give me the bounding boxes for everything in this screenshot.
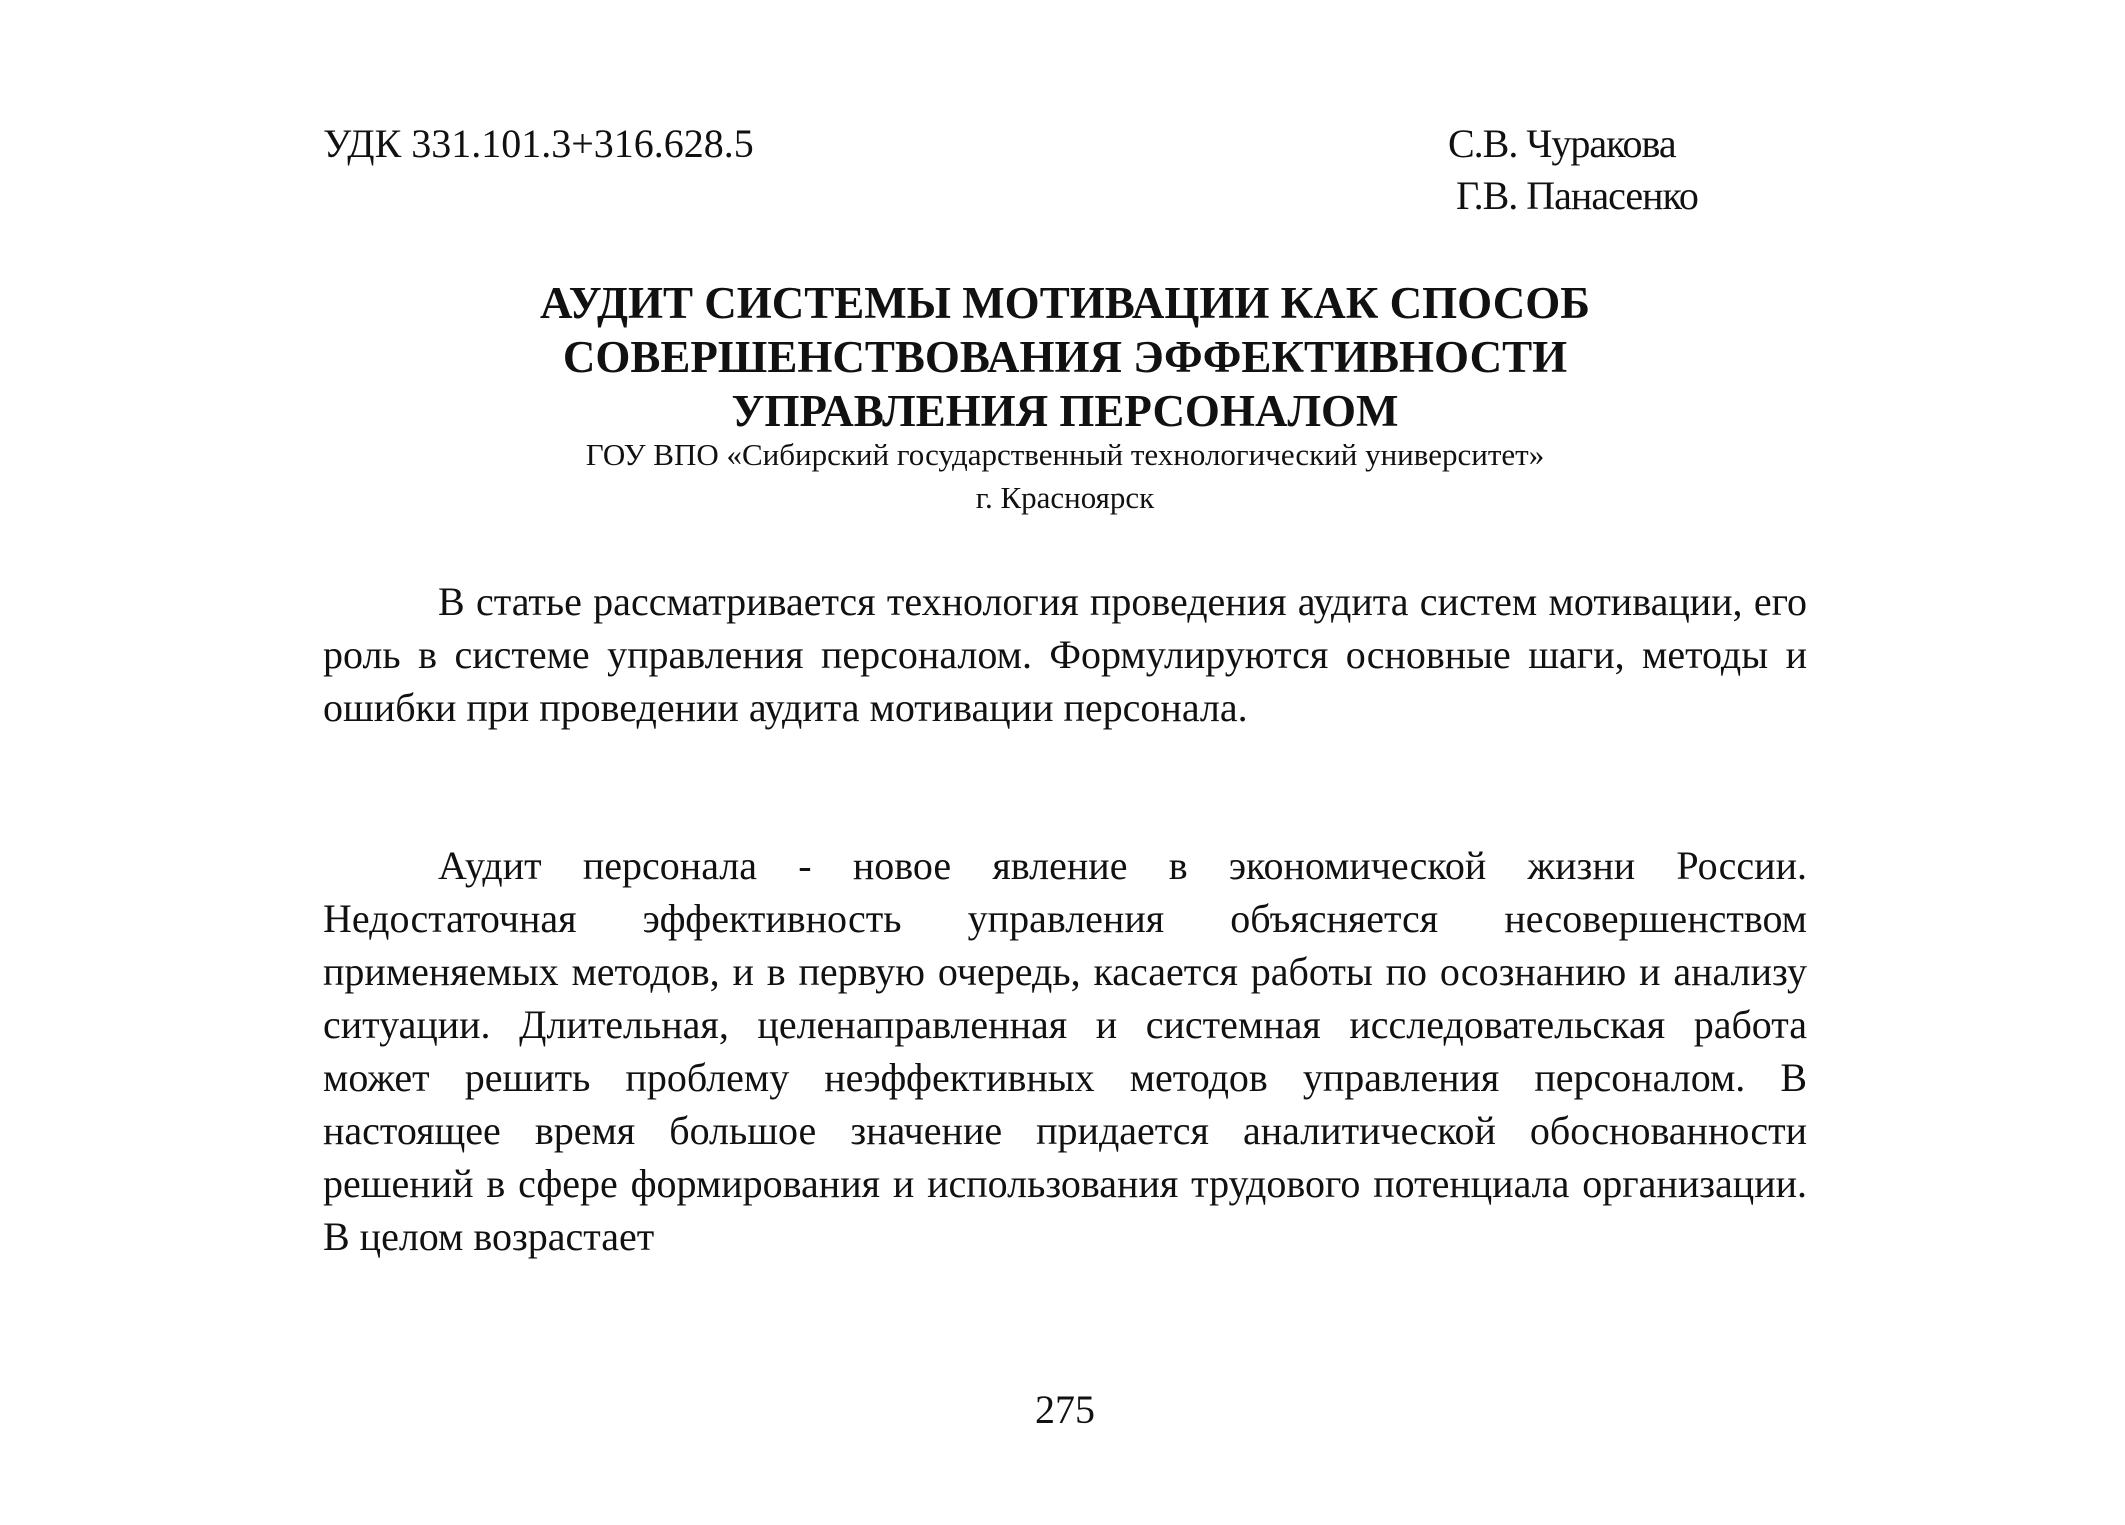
page-number: 275 bbox=[1035, 1387, 1095, 1432]
institution-name: ГОУ ВПО «Сибирский государственный технологический университет» bbox=[585, 437, 1545, 472]
title-line: СОВЕРШЕНСТВОВАНИЯ ЭФФЕКТИВНОСТИ bbox=[562, 332, 1568, 382]
city-name: г. Красноярск bbox=[975, 480, 1155, 515]
affiliation bbox=[323, 433, 1807, 519]
article-title bbox=[323, 276, 1807, 438]
author-name: Г.В. Панасенко bbox=[1456, 173, 1698, 218]
author-list bbox=[1448, 118, 1698, 222]
author-name: С.В. Чуракова bbox=[1448, 121, 1676, 166]
title-line: УПРАВЛЕНИЯ ПЕРСОНАЛОМ bbox=[731, 386, 1399, 436]
udk-code: УДК 331.101.3+316.628.5 bbox=[323, 121, 754, 166]
abstract-paragraph: В статье рассматривается технология проведения аудита систем мотивации, его роль в системе управления персоналом. Формулируются основные шаги, методы и ошибки при проведении аудита мотивации персонала. bbox=[323, 579, 1807, 730]
body-paragraph: Аудит персонала - новое явление в экономической жизни России. Недостаточная эффективность управления объясняется несовершенством применяемых методов, и в первую очередь, касается работы по осознанию и анализу ситуации. Длительная, целенаправленная и системная исследовательская работа может решить проблему неэффективных методов управления персоналом. В настоящее время большое значение придается аналитической обоснованности решений в сфере формирования и использования трудового потенциала организации. В целом возрастает bbox=[323, 843, 1807, 1259]
title-line: АУДИТ СИСТЕМЫ МОТИВАЦИИ КАК СПОСОБ bbox=[540, 278, 1590, 328]
